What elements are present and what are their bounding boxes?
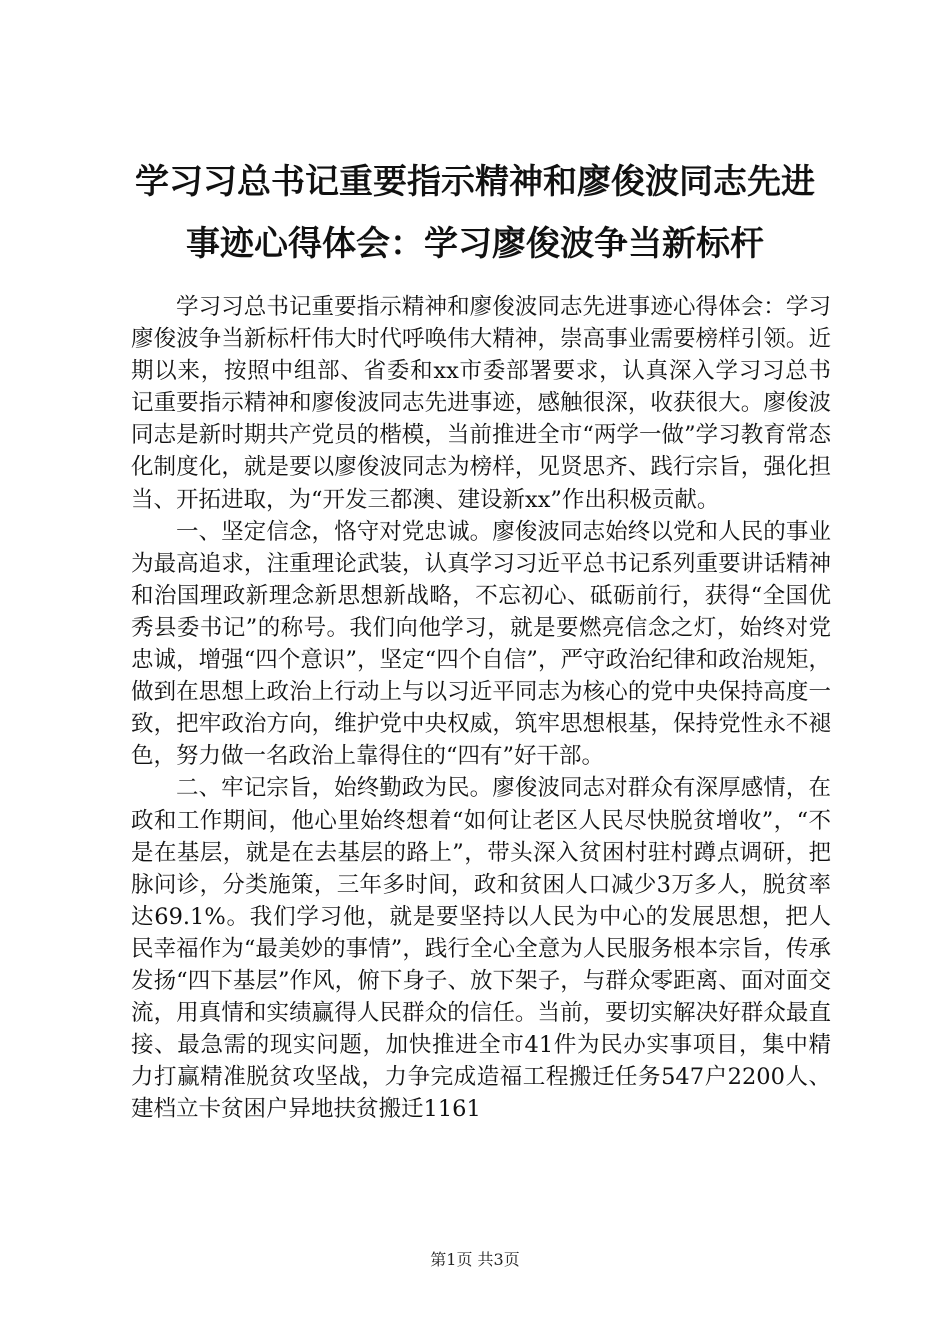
document-title-line-1: 学习习总书记重要指示精神和廖俊波同志先进 (135, 162, 815, 202)
paragraph-section-2: 二、牢记宗旨，始终勤政为民。廖俊波同志对群众有深厚感情，在政和工作期间，他心里始终想着“如何让老区人民尽快脱贫增收”，“不是在基层，就是在去基层的路上”，带头深入贫困村驻村蹲点调研，把脉问诊，分类施策，三年多时间，政和贫困人口减少3万多人，脱贫率达69.1%。我们学习他，就是要坚持以人民为中心的发展思想，把人民幸福作为“最美妙的事情”，践行全心全意为人民服务根本宗旨，传承发扬“四下基层”作风，俯下身子、放下架子，与群众零距离、面对面交流，用真情和实绩赢得人民群众的信任。当前，要切实解决好群众最直接、最急需的现实问题，加快推进全市41件为民办实事项目，集中精力打赢精准脱贫攻坚战，力争完成造福工程搬迁任务547户2200人、建档立卡贫困户异地扶贫搬迁1161 (131, 775, 831, 1123)
page-number-footer: 第1页 共3页 (430, 1250, 520, 1269)
document-title-line-2: 事迹心得体会：学习廖俊波争当新标杆 (186, 224, 764, 264)
paragraph-intro: 学习习总书记重要指示精神和廖俊波同志先进事迹心得体会：学习廖俊波争当新标杆伟大时代呼唤伟大精神，崇高事业需要榜样引领。近期以来，按照中组部、省委和xx市委部署要求，认真深入学习习总书记重要指示精神和廖俊波同志先进事迹，感触很深，收获很大。廖俊波同志是新时期共产党员的楷模，当前推进全市“两学一做”学习教育常态化制度化，就是要以廖俊波同志为榜样，见贤思齐、践行宗旨，强化担当、开拓进取，为“开发三都澳、建设新xx”作出积极贡献。 (131, 294, 831, 513)
paragraph-section-1: 一、坚定信念，恪守对党忠诚。廖俊波同志始终以党和人民的事业为最高追求，注重理论武装，认真学习习近平总书记系列重要讲话精神和治国理政新理念新思想新战略，不忘初心、砥砺前行，获得“全国优秀县委书记”的称号。我们向他学习，就是要燃亮信念之灯，始终对党忠诚，增强“四个意识”，坚定“四个自信”，严守政治纪律和政治规矩，做到在思想上政治上行动上与以习近平同志为核心的党中央保持高度一致，把牢政治方向，维护党中央权威，筑牢思想根基，保持党性永不褪色，努力做一名政治上靠得住的“四有”好干部。 (131, 518, 831, 770)
document-body (131, 291, 831, 1125)
